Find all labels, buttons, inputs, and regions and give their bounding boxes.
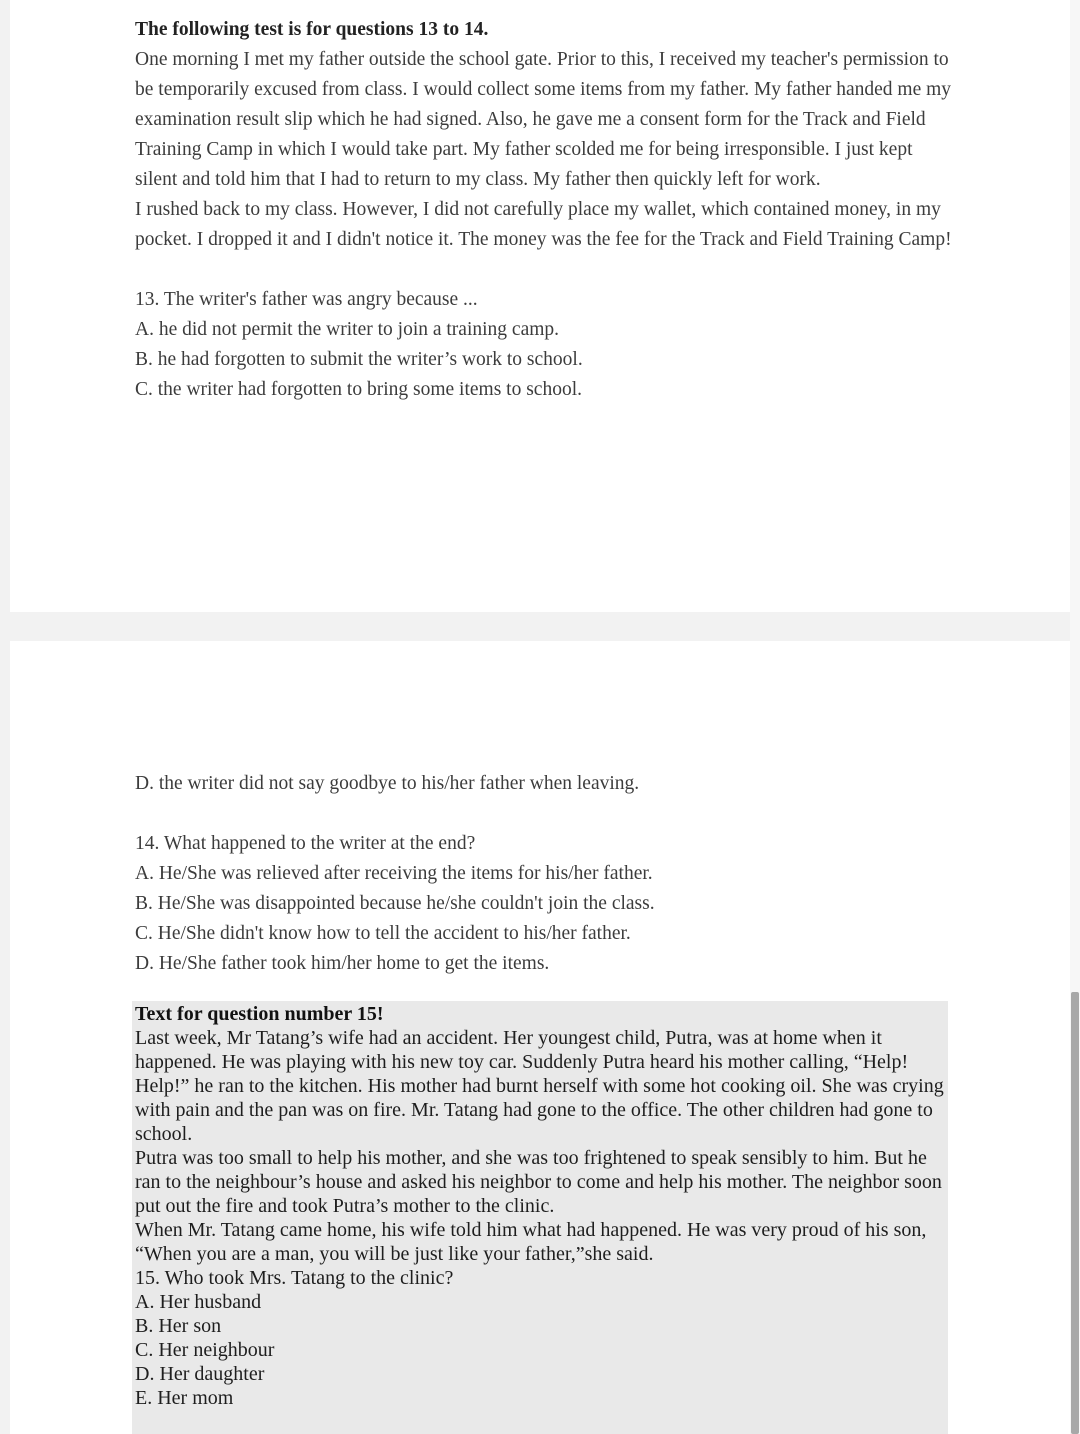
option-15-e[interactable]: E. Her mom bbox=[135, 1387, 234, 1409]
option-15-a[interactable]: A. Her husband bbox=[135, 1291, 262, 1313]
option-15-b[interactable]: B. Her son bbox=[135, 1315, 222, 1337]
passage-paragraph: When Mr. Tatang came home, his wife told him what had happened. He was very proud of his son, “When you are a man, you will be just like your father,”she said. bbox=[135, 1219, 927, 1265]
question-13: 13. The writer's father was angry because ... bbox=[135, 289, 478, 310]
questions-13-14-continued bbox=[135, 769, 955, 979]
passage-paragraph: I rushed back to my class. However, I did not carefully place my wallet, which contained money, in my pocket. I dropped it and I didn't notice it. The money was the fee for the Track and Field Training Camp! bbox=[135, 199, 952, 250]
option-13-d[interactable]: D. the writer did not say goodbye to his/her father when leaving. bbox=[135, 773, 640, 794]
passage-paragraph: Putra was too small to help his mother, and she was too frightened to speak sensibly to him. But he ran to the neighbour’s house and asked his neighbor to come and help his mother. The neighbor soon put out the fire and took Putra’s mother to the clinic. bbox=[135, 1147, 942, 1217]
passage-heading: The following test is for questions 13 to 14. bbox=[135, 19, 489, 40]
passage-heading: Text for question number 15! bbox=[135, 1003, 384, 1025]
question-15: 15. Who took Mrs. Tatang to the clinic? bbox=[135, 1267, 454, 1289]
passage-questions-13-14 bbox=[135, 15, 955, 405]
option-15-c[interactable]: C. Her neighbour bbox=[135, 1339, 275, 1361]
option-13-c[interactable]: C. the writer had forgotten to bring some items to school. bbox=[135, 379, 582, 400]
question-14: 14. What happened to the writer at the end? bbox=[135, 833, 476, 854]
option-14-c[interactable]: C. He/She didn't know how to tell the accident to his/her father. bbox=[135, 923, 631, 944]
option-14-a[interactable]: A. He/She was relieved after receiving the items for his/her father. bbox=[135, 863, 653, 884]
option-14-d[interactable]: D. He/She father took him/her home to get the items. bbox=[135, 953, 550, 974]
scrollbar-track[interactable] bbox=[1070, 0, 1080, 1434]
passage-question-15 bbox=[132, 1001, 948, 1434]
option-14-b[interactable]: B. He/She was disappointed because he/she couldn't join the class. bbox=[135, 893, 655, 914]
option-15-d[interactable]: D. Her daughter bbox=[135, 1363, 265, 1385]
scrollbar-thumb[interactable] bbox=[1071, 992, 1079, 1434]
passage-paragraph: Last week, Mr Tatang’s wife had an accident. Her youngest child, Putra, was at home when it happened. He was playing with his new toy car. Suddenly Putra heard his mother calling, “Help! Help!” he ran to the kitchen. His mother had burnt herself with some hot cooking oil. She was crying with pain and the pan was on fire. Mr. Tatang had gone to the office. The other children had gone to school. bbox=[135, 1027, 944, 1145]
passage-paragraph: One morning I met my father outside the school gate. Prior to this, I received my teacher's permission to be temporarily excused from class. I would collect some items from my father. My father handed me my examination result slip which he had signed. Also, he gave me a consent form for the Track and Field Training Camp in which I would take part. My father scolded me for being irresponsible. I just kept silent and told him that I had to return to my class. My father then quickly left for work. bbox=[135, 49, 952, 190]
option-13-b[interactable]: B. he had forgotten to submit the writer’s work to school. bbox=[135, 349, 583, 370]
option-13-a[interactable]: A. he did not permit the writer to join a training camp. bbox=[135, 319, 560, 340]
